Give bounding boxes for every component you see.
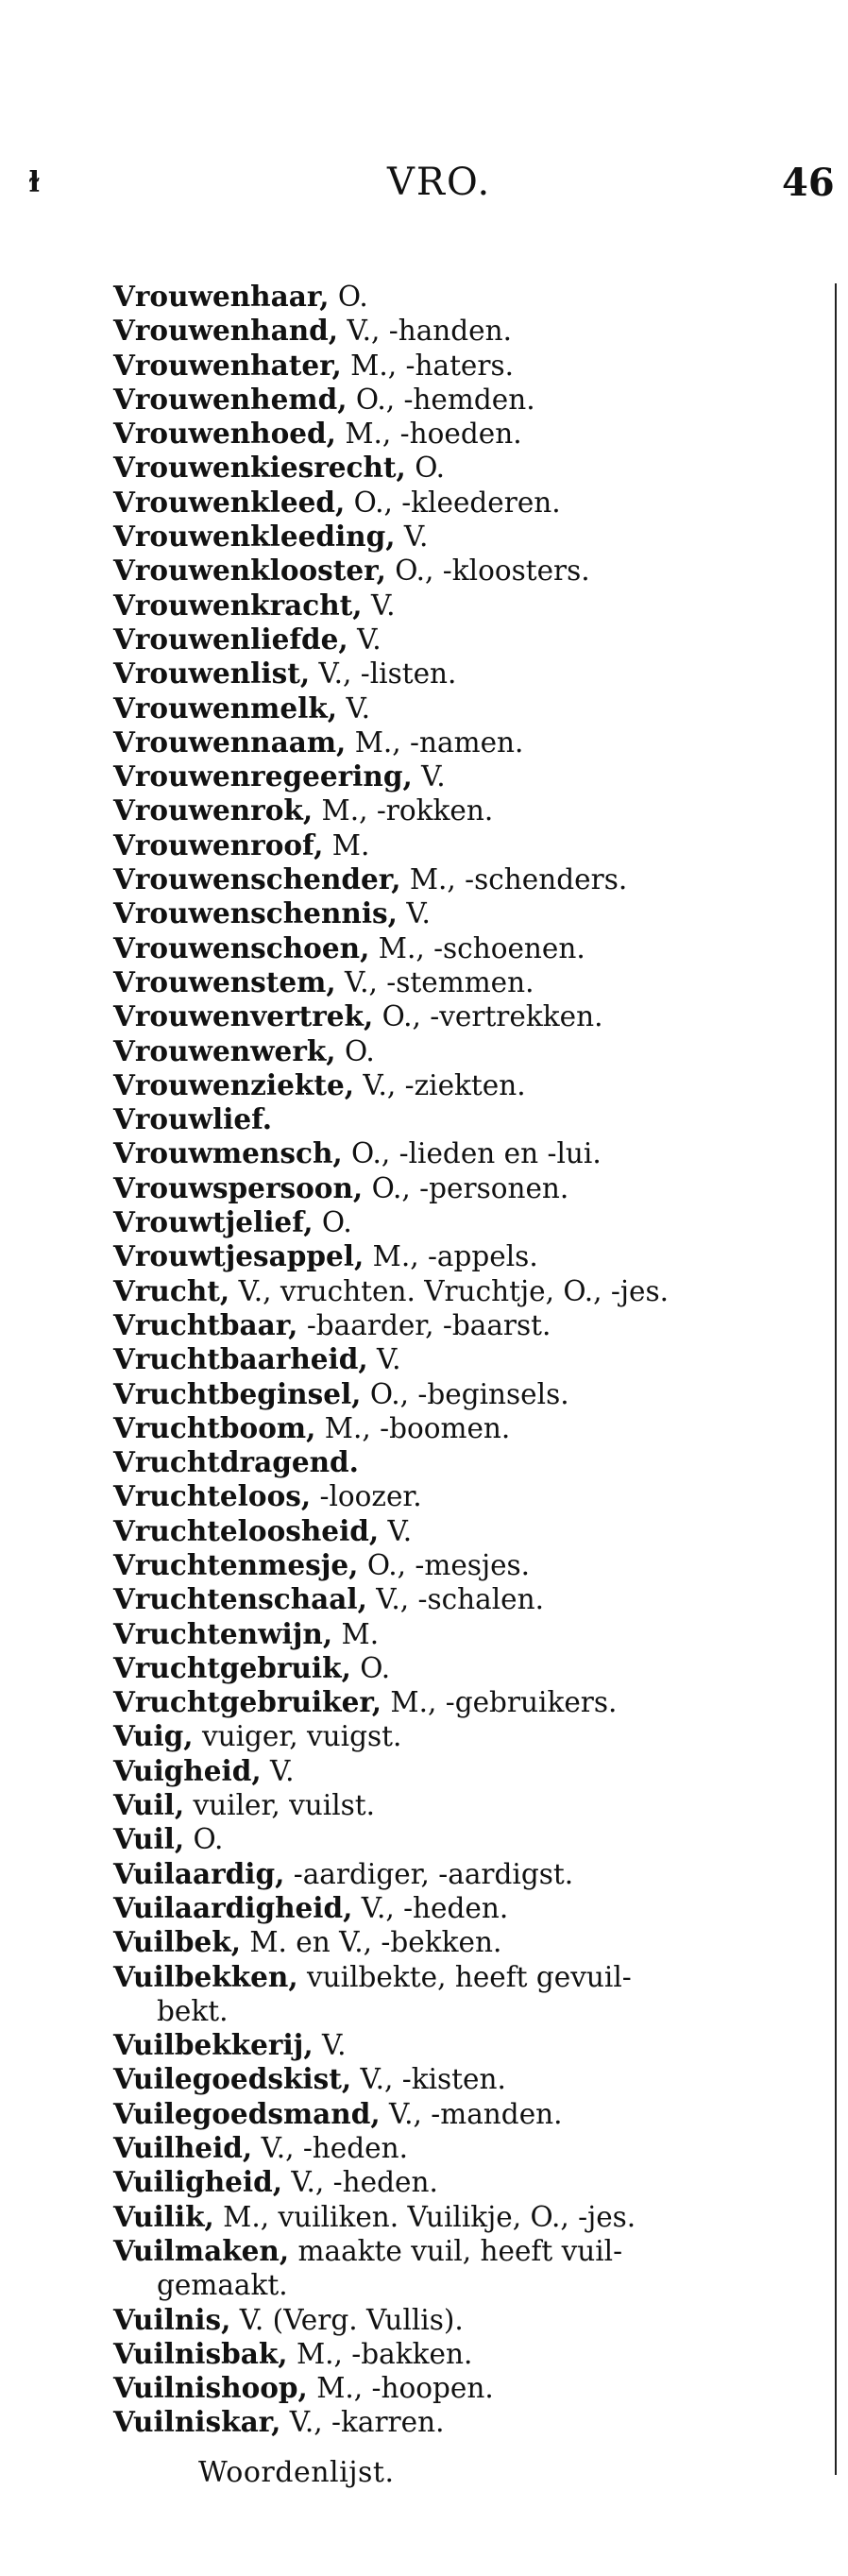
entry-headword: Vrouwennaam, [113,725,347,759]
dictionary-entry [113,931,831,965]
dictionary-entry [113,657,831,691]
dictionary-entry [113,1308,831,1342]
dictionary-entry [113,2337,831,2371]
entry-definition: O., -mesjes. [358,1548,531,1581]
entry-definition: M., -boomen. [315,1411,511,1444]
dictionary-entry [113,2234,831,2303]
entry-headword: Vrouwspersoon, [113,1170,364,1204]
entry-headword: Vrouwenkleed, [113,485,346,519]
entry-headword: Vuigheid, [113,1753,262,1787]
entry-headword: Vrouwenziekte, [113,1067,354,1101]
dictionary-entry [113,1034,831,1068]
dictionary-entry [113,1822,831,1856]
dictionary-entry [113,793,831,827]
dictionary-entry [113,2097,831,2131]
dictionary-entry [113,1068,831,1102]
entry-headword: Vuilaardig, [113,1856,285,1890]
dictionary-entry [113,1205,831,1239]
entry-headword: Vrouwenhemd, [113,382,348,416]
entry-definition: O. [184,1823,224,1856]
entry-definition: M., -hoopen. [307,2372,494,2405]
entry-definition: V. (Verg. Vullis). [230,2303,464,2336]
entry-headword: Vrouwenwerk, [113,1033,336,1067]
dictionary-entry [113,589,831,623]
margin-mark: ɫ [28,166,41,199]
dictionary-entry [113,486,831,520]
dictionary-entry [113,2131,831,2165]
dictionary-entry [113,1891,831,1925]
entry-headword: Vuilaardigheid, [113,1890,353,1924]
entry-headword: Vruchtenschaal, [113,1582,367,1616]
dictionary-entry [113,1274,831,1308]
dictionary-entry [113,1102,831,1136]
dictionary-entry [113,1411,831,1445]
entry-headword: Vrouwenrok, [113,793,314,827]
entry-headword: Vrouwenschennis, [113,896,398,930]
entry-headword: Vrouwenmelk, [113,691,338,725]
dictionary-entry [113,2303,831,2337]
entry-definition: O. [313,1206,352,1239]
entry-headword: Vrouwtjelief, [113,1205,314,1239]
entry-definition: V., -manden. [380,2097,563,2130]
entry-definition: V., -stemmen. [335,965,534,998]
entry-headword: Vuilheid, [113,2131,253,2165]
entry-headword: Vrouwenregeering, [113,759,413,793]
entry-headword: Vuilegoedskist, [113,2062,352,2096]
entry-definition: vuilbekte, heeft gevuil- [297,1960,632,1993]
entry-definition: V. [397,897,431,930]
dictionary-entry [113,2371,831,2405]
entry-definition: M., -appels. [364,1240,538,1273]
entry-headword: Vrouwenroof, [113,827,324,862]
entry-definition: V. [367,1343,401,1376]
entry-headword: Vrouwenlist, [113,657,311,691]
entry-headword: Vrouwenhoed, [113,417,336,451]
entry-definition: M., -rokken. [313,794,494,827]
dictionary-entry [113,383,831,417]
entry-definition: vuiger, vuigst. [193,1720,402,1753]
entry-headword: Vruchtgebruik, [113,1650,351,1684]
dictionary-entry [113,1754,831,1788]
entry-definition: O., -kleederen. [345,486,561,519]
entry-headword: Vrouwenhaar, [113,280,330,313]
entry-definition: O., -hemden. [347,383,535,416]
dictionary-entry [113,520,831,554]
entry-list [113,280,831,2440]
entry-headword: Vuilnis, [113,2302,231,2336]
entry-definition: V., -schalen. [366,1583,544,1616]
entry-continuation: gemaakt. [157,2269,288,2302]
entry-definition: V. [362,589,396,622]
entry-headword: Vuig, [113,1719,194,1753]
entry-headword: Vuilnishoop, [113,2371,308,2405]
entry-headword: Vrouwtjesappel, [113,1239,365,1273]
entry-headword: Vrouwenhand, [113,314,339,348]
entry-headword: Vrouwenhater, [113,348,342,382]
entry-definition: M., -haters. [341,349,514,382]
entry-definition: -aardiger, -aardigst. [284,1857,574,1890]
entry-definition: O. [405,452,446,485]
entry-headword: Vrouwenliefde, [113,622,348,656]
dictionary-entry [113,691,831,725]
entry-headword: Vrucht, [113,1273,230,1307]
dictionary-entry [113,623,831,657]
entry-definition: V. [261,1754,295,1787]
entry-headword: Vuilniskar, [113,2405,281,2439]
entry-definition: V., -kisten. [351,2063,506,2096]
entry-definition: O., -vertrekken. [373,1000,603,1033]
dictionary-entry [113,280,831,314]
entry-definition: V., -heden. [352,1891,509,1924]
entry-definition: V., -listen. [310,657,457,691]
entry-definition: maakte vuil, heeft vuil- [289,2234,623,2267]
entry-headword: Vrouwenkleeding, [113,520,396,554]
entry-headword: Vuil, [113,1822,185,1856]
entry-headword: Vruchtbaarheid, [113,1342,368,1376]
entry-definition: V. [313,2029,347,2062]
dictionary-entry [113,417,831,451]
dictionary-entry [113,1651,831,1685]
entry-definition: M., -hoeden. [335,418,522,451]
entry-definition: V., vruchten. Vruchtje, O., -jes. [229,1274,670,1307]
dictionary-entry [113,349,831,383]
dictionary-entry [113,554,831,588]
entry-definition: M. en V., -bekken. [240,1926,502,1959]
dictionary-entry [113,1445,831,1479]
dictionary-entry [113,1719,831,1753]
entry-definition: V., -heden. [252,2132,408,2165]
dictionary-entry [113,1857,831,1891]
entry-definition: O., -kloosters. [385,554,590,588]
entry-definition: O. [350,1651,391,1684]
entry-headword: Vruchtdragend. [113,1445,359,1479]
entry-headword: Vrouwenklooster, [113,554,386,588]
page-number: 46 [782,161,835,205]
dictionary-entry [113,451,831,485]
dictionary-entry [113,2405,831,2439]
dictionary-entry [113,1685,831,1719]
entry-headword: Vrouwenvertrek, [113,999,374,1033]
page-header-title: VRO. [387,161,492,204]
dictionary-entry [113,1479,831,1513]
dictionary-entry [113,725,831,759]
entry-definition: M., -gebruikers. [382,1686,618,1719]
entry-headword: Vuilmaken, [113,2233,290,2267]
entry-definition: V. [379,1514,413,1547]
entry-headword: Vruchtbaar, [113,1307,298,1341]
entry-headword: Vruchtgebruiker, [113,1685,382,1719]
dictionary-entry [113,1582,831,1616]
entry-headword: Vuilik, [113,2199,214,2233]
entry-headword: Vuiligheid, [113,2165,283,2199]
entry-headword: Vrouwlief. [113,1102,273,1136]
entry-headword: Vruchteloos, [113,1479,312,1513]
entry-headword: Vruchtboom, [113,1410,316,1444]
entry-definition: O. [335,1034,375,1067]
dictionary-entry [113,1788,831,1822]
entry-headword: Vruchtbeginsel, [113,1376,362,1410]
dictionary-entry [113,1377,831,1411]
entry-headword: Vruchtenwijn, [113,1616,333,1650]
entry-headword: Vuilbekken, [113,1959,298,1993]
dictionary-entry [113,2028,831,2062]
dictionary-entry [113,862,831,896]
dictionary-entry [113,1514,831,1548]
dictionary-entry [113,999,831,1033]
entry-definition: M. [332,1617,380,1650]
entry-definition: M., -bakken. [287,2337,473,2370]
entry-definition: O., -personen. [363,1171,569,1204]
entry-definition: V., -karren. [280,2406,445,2439]
dictionary-entry [113,759,831,793]
entry-headword: Vuilbekkerij, [113,2028,314,2062]
entry-definition: O., -beginsels. [361,1377,569,1410]
entry-definition: M., -namen. [346,725,524,759]
dictionary-entry [113,1171,831,1205]
dictionary-entry [113,1617,831,1651]
page-footer: Woordenlijst. [198,2456,395,2489]
dictionary-entry [113,1136,831,1170]
entry-definition: V. [412,760,446,793]
entry-headword: Vuilegoedsmand, [113,2096,381,2130]
entry-definition: M., vuiliken. Vuilikje, O., -jes. [213,2200,636,2233]
entry-definition: V., -heden. [282,2166,438,2199]
dictionary-entry [113,1548,831,1582]
entry-headword: Vrouwenkracht, [113,588,363,622]
entry-headword: Vrouwenkiesrecht, [113,451,406,485]
entry-headword: Vuilnisbak, [113,2336,288,2370]
dictionary-entry [113,2165,831,2199]
entry-definition: M. [323,828,370,862]
entry-definition: V., -handen. [338,315,513,348]
dictionary-entry [113,1239,831,1273]
entry-headword: Vrouwmensch, [113,1136,343,1170]
entry-definition: V. [337,691,370,725]
entry-headword: Vruchtenmesje, [113,1547,359,1581]
entry-definition: M., -schoenen. [369,931,585,964]
entry-definition: V. [348,623,382,656]
entry-headword: Vrouwenschender, [113,862,401,896]
entry-definition: V. [395,520,429,554]
entry-headword: Vruchteloosheid, [113,1513,380,1547]
dictionary-entry [113,2200,831,2234]
dictionary-entry [113,965,831,999]
dictionary-entry [113,2062,831,2096]
entry-definition: -baarder, -baarst. [297,1308,551,1341]
dictionary-entry [113,896,831,930]
entry-headword: Vuilbek, [113,1925,241,1959]
entry-definition: M., -schenders. [400,863,628,896]
entry-headword: Vrouwenstem, [113,964,336,998]
entry-definition: O., -lieden en -lui. [342,1137,602,1170]
dictionary-entry [113,1925,831,1959]
entry-headword: Vrouwenschoen, [113,930,370,964]
dictionary-entry [113,828,831,862]
entry-definition: O. [329,281,368,313]
entry-definition: vuiler, vuilst. [184,1789,376,1822]
entry-definition: -loozer. [311,1480,422,1513]
dictionary-entry [113,1342,831,1376]
entry-definition: V., -ziekten. [354,1068,526,1101]
entry-continuation: bekt. [157,1994,229,2027]
dictionary-entry [113,1960,831,2029]
entry-headword: Vuil, [113,1788,185,1822]
column-rule [835,283,837,2475]
dictionary-entry [113,314,831,348]
